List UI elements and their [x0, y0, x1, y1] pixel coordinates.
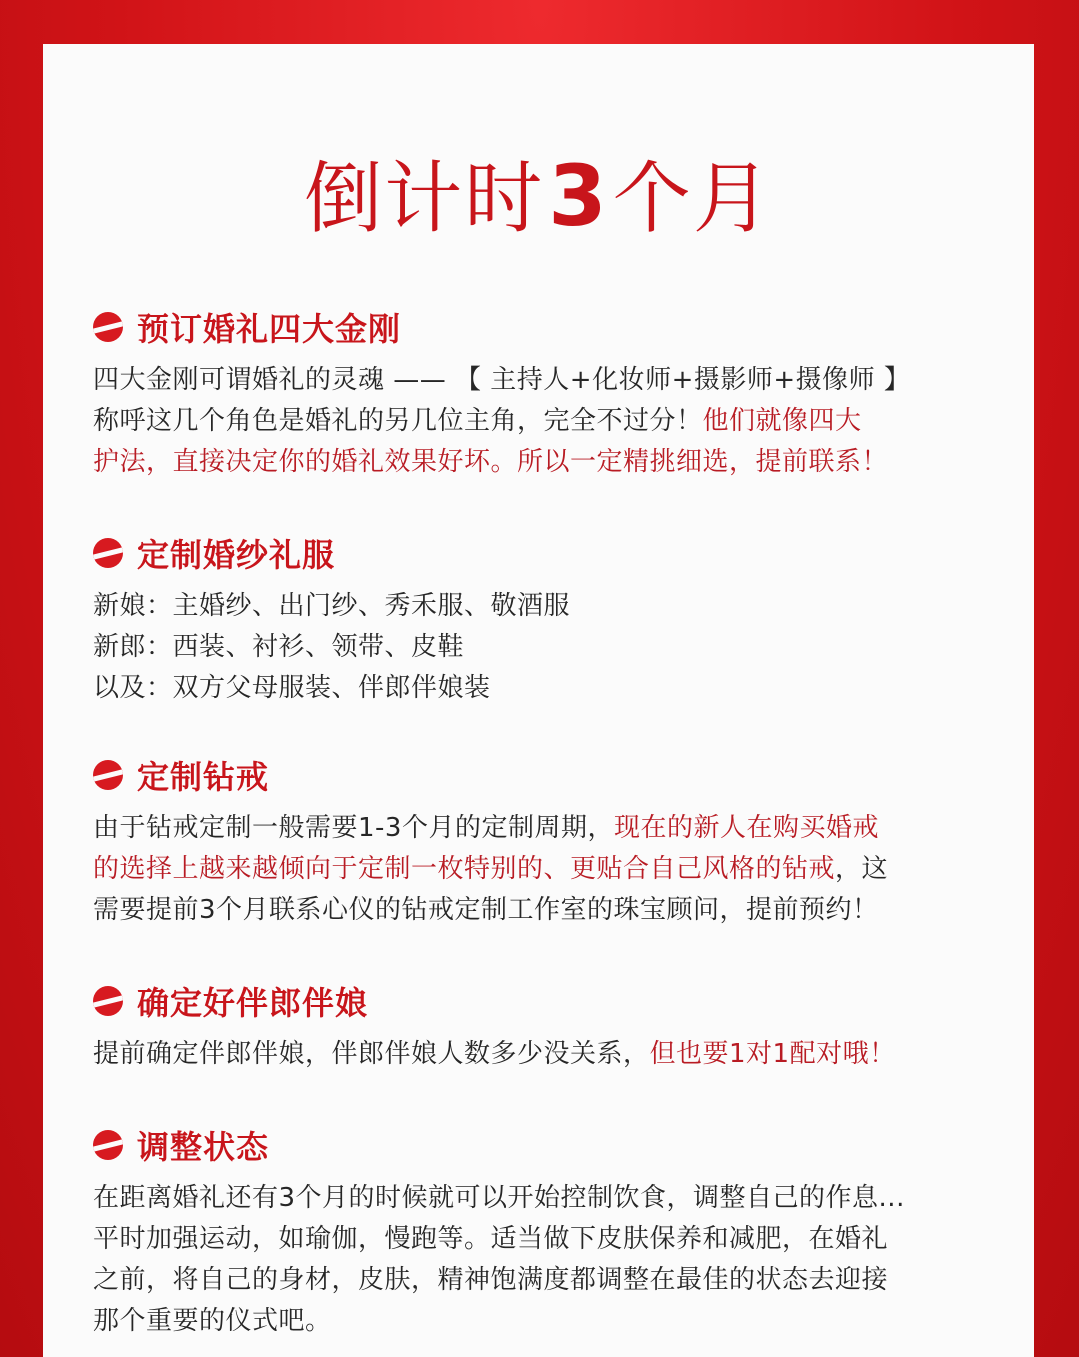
body-line: 需要提前3个月联系心仪的钻戒定制工作室的珠宝顾问，提前预约！ [93, 895, 879, 925]
body-line [93, 401, 983, 442]
section-header [93, 752, 983, 798]
bullet-icon [93, 760, 123, 790]
body-text: 由于钻戒定制一般需要1-3个月的定制周期， [93, 813, 614, 843]
highlight-text: 他们就像四大 [702, 406, 862, 436]
section-four-vendors [93, 304, 983, 483]
body-line [93, 360, 983, 401]
section-groomsmen-bridesmaids [93, 978, 983, 1075]
highlight-text: 护法，直接决定你的婚礼效果好坏。所以一定精挑细选，提前联系！ [93, 447, 889, 477]
bullet-icon [93, 986, 123, 1016]
section-title: 定制婚纱礼服 [137, 536, 336, 574]
content-card [43, 44, 1034, 1357]
section-title: 调整状态 [137, 1128, 270, 1166]
body-text: ，这 [835, 854, 889, 884]
title-suffix: 个月 [612, 154, 773, 244]
section-adjust-condition [93, 1122, 983, 1342]
body-line [93, 808, 983, 849]
body-line: 在距离婚礼还有3个月的时候就可以开始控制饮食，调整自己的作息... [93, 1183, 905, 1213]
body-line [93, 1034, 983, 1075]
body-text: 四大金刚可谓婚礼的灵魂 —— 【 主持人+化妆师+摄影师+摄像师 】 [93, 365, 911, 395]
section-body [93, 360, 983, 483]
body-line: 新娘：主婚纱、出门纱、秀禾服、敬酒服 [93, 591, 571, 621]
section-body [93, 1034, 983, 1075]
section-body [93, 808, 983, 931]
body-line [93, 442, 983, 483]
body-line: 那个重要的仪式吧。 [93, 1306, 332, 1336]
highlight-text: 的选择上越来越倾向于定制一枚特别的、更贴合自己风格的钻戒 [93, 854, 836, 884]
section-header [93, 1122, 983, 1168]
section-title: 定制钻戒 [137, 758, 270, 796]
section-title: 预订婚礼四大金刚 [137, 310, 402, 348]
bullet-icon [93, 1130, 123, 1160]
title-number: 3 [548, 147, 609, 245]
section-title: 确定好伴郎伴娘 [137, 984, 369, 1022]
section-body [93, 586, 983, 709]
body-line: 新郎：西装、衬衫、领带、皮鞋 [93, 632, 465, 662]
section-wedding-attire [93, 530, 983, 709]
highlight-text: 现在的新人在购买婚戒 [613, 813, 879, 843]
bullet-icon [93, 312, 123, 342]
body-line [93, 849, 983, 890]
body-text: 称呼这几个角色是婚礼的另几位主角，完全不过分！ [93, 406, 703, 436]
highlight-text: 但也要1对1配对哦！ [649, 1039, 896, 1069]
body-line: 平时加强运动，如瑜伽，慢跑等。适当做下皮肤保养和减肥，在婚礼 [93, 1224, 889, 1254]
page-title [43, 148, 1034, 247]
body-line: 以及：双方父母服装、伴郎伴娘装 [93, 673, 491, 703]
section-header [93, 304, 983, 350]
section-header [93, 530, 983, 576]
body-line: 之前，将自己的身材，皮肤，精神饱满度都调整在最佳的状态去迎接 [93, 1265, 889, 1295]
bullet-icon [93, 538, 123, 568]
section-header [93, 978, 983, 1024]
title-prefix: 倒计时 [304, 154, 545, 244]
section-diamond-ring [93, 752, 983, 931]
section-body [93, 1178, 983, 1342]
body-text: 提前确定伴郎伴娘，伴郎伴娘人数多少没关系， [93, 1039, 650, 1069]
